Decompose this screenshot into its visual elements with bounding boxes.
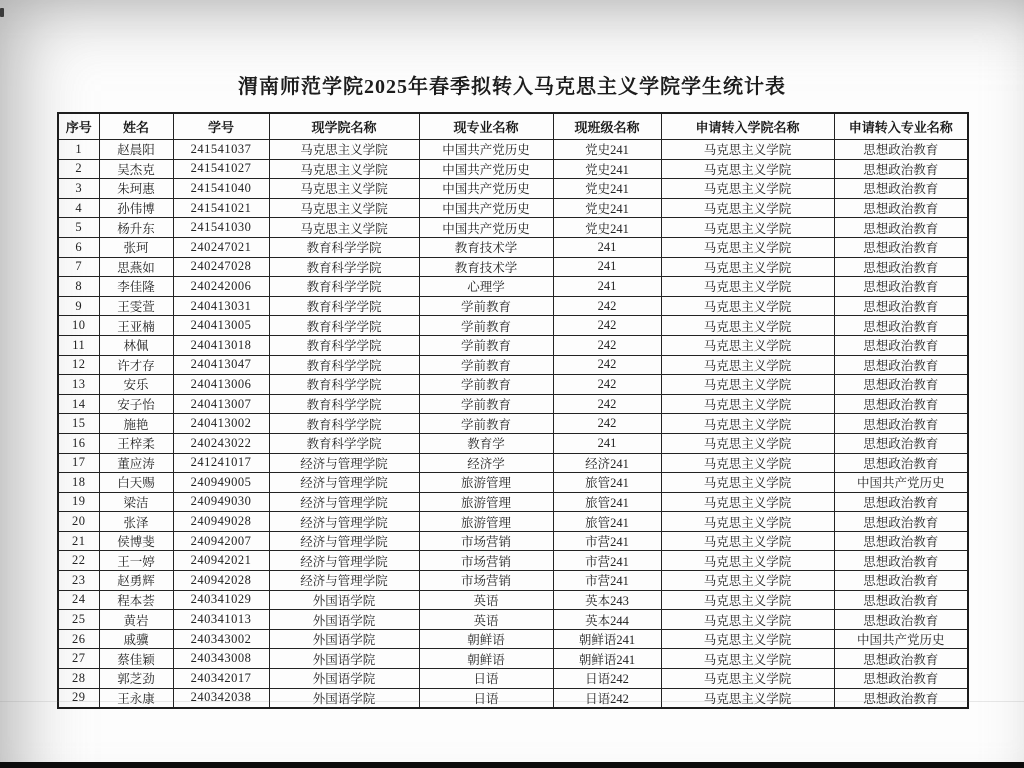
cell-index: 7 bbox=[58, 257, 99, 277]
cell-current-major: 日语 bbox=[419, 669, 553, 689]
cell-name: 施艳 bbox=[99, 414, 173, 434]
cell-target-major: 思想政治教育 bbox=[834, 394, 968, 414]
cell-current-college: 外国语学院 bbox=[269, 649, 419, 669]
cell-target-major: 思想政治教育 bbox=[834, 159, 968, 179]
cell-name: 张珂 bbox=[99, 237, 173, 257]
cell-current-class: 党史241 bbox=[553, 179, 661, 199]
table-row bbox=[58, 688, 968, 708]
cell-index: 10 bbox=[58, 316, 99, 336]
cell-name: 朱珂惠 bbox=[99, 179, 173, 199]
cell-index: 15 bbox=[58, 414, 99, 434]
cell-current-college: 教育科学学院 bbox=[269, 375, 419, 395]
cell-current-college: 教育科学学院 bbox=[269, 277, 419, 297]
cell-current-major: 市场营销 bbox=[419, 551, 553, 571]
cell-current-major: 旅游管理 bbox=[419, 512, 553, 532]
cell-target-major: 思想政治教育 bbox=[834, 669, 968, 689]
cell-student-id: 241541030 bbox=[173, 218, 269, 238]
cell-target-major: 思想政治教育 bbox=[834, 551, 968, 571]
cell-target-major: 思想政治教育 bbox=[834, 140, 968, 160]
table-row bbox=[58, 198, 968, 218]
cell-target-college: 马克思主义学院 bbox=[661, 453, 834, 473]
cell-target-major: 思想政治教育 bbox=[834, 355, 968, 375]
table-row bbox=[58, 669, 968, 689]
cell-target-college: 马克思主义学院 bbox=[661, 355, 834, 375]
cell-student-id: 241541027 bbox=[173, 159, 269, 179]
cell-target-college: 马克思主义学院 bbox=[661, 571, 834, 591]
cell-target-major: 思想政治教育 bbox=[834, 688, 968, 708]
page-edge-shadow bbox=[0, 701, 1024, 702]
cell-target-major: 思想政治教育 bbox=[834, 218, 968, 238]
cell-current-college: 教育科学学院 bbox=[269, 316, 419, 336]
cell-target-major: 思想政治教育 bbox=[834, 179, 968, 199]
header-student-id: 学号 bbox=[173, 113, 269, 140]
cell-index: 21 bbox=[58, 531, 99, 551]
cell-target-college: 马克思主义学院 bbox=[661, 277, 834, 297]
table-row bbox=[58, 179, 968, 199]
cell-index: 17 bbox=[58, 453, 99, 473]
cell-student-id: 240413031 bbox=[173, 296, 269, 316]
cell-current-major: 市场营销 bbox=[419, 571, 553, 591]
cell-current-class: 旅管241 bbox=[553, 473, 661, 493]
cell-target-college: 马克思主义学院 bbox=[661, 394, 834, 414]
cell-current-major: 中国共产党历史 bbox=[419, 159, 553, 179]
cell-student-id: 240942028 bbox=[173, 571, 269, 591]
header-current-class: 现班级名称 bbox=[553, 113, 661, 140]
cell-current-class: 242 bbox=[553, 316, 661, 336]
cell-student-id: 240942021 bbox=[173, 551, 269, 571]
cell-target-college: 马克思主义学院 bbox=[661, 179, 834, 199]
cell-current-college: 经济与管理学院 bbox=[269, 453, 419, 473]
cell-target-major: 思想政治教育 bbox=[834, 316, 968, 336]
cell-current-major: 中国共产党历史 bbox=[419, 179, 553, 199]
header-name: 姓名 bbox=[99, 113, 173, 140]
cell-current-college: 教育科学学院 bbox=[269, 355, 419, 375]
cell-current-class: 英本244 bbox=[553, 610, 661, 630]
cell-target-major: 思想政治教育 bbox=[834, 375, 968, 395]
cell-current-major: 学前教育 bbox=[419, 355, 553, 375]
cell-current-major: 学前教育 bbox=[419, 335, 553, 355]
cell-target-major: 思想政治教育 bbox=[834, 433, 968, 453]
cell-name: 张泽 bbox=[99, 512, 173, 532]
table-row bbox=[58, 453, 968, 473]
cell-target-college: 马克思主义学院 bbox=[661, 296, 834, 316]
cell-student-id: 240949030 bbox=[173, 492, 269, 512]
cell-student-id: 240342038 bbox=[173, 688, 269, 708]
table-row bbox=[58, 433, 968, 453]
header-target-major: 申请转入专业名称 bbox=[834, 113, 968, 140]
cell-index: 27 bbox=[58, 649, 99, 669]
cell-student-id: 240942007 bbox=[173, 531, 269, 551]
cell-name: 杨升东 bbox=[99, 218, 173, 238]
cell-current-major: 教育技术学 bbox=[419, 237, 553, 257]
cell-name: 程本荟 bbox=[99, 590, 173, 610]
cell-current-college: 马克思主义学院 bbox=[269, 140, 419, 160]
table-row bbox=[58, 571, 968, 591]
cell-current-class: 市营241 bbox=[553, 551, 661, 571]
cell-target-major: 思想政治教育 bbox=[834, 198, 968, 218]
cell-current-class: 242 bbox=[553, 394, 661, 414]
cell-target-major: 思想政治教育 bbox=[834, 453, 968, 473]
cell-current-class: 241 bbox=[553, 277, 661, 297]
cell-target-college: 马克思主义学院 bbox=[661, 473, 834, 493]
cell-student-id: 240949005 bbox=[173, 473, 269, 493]
cell-name: 白天赐 bbox=[99, 473, 173, 493]
cell-current-college: 外国语学院 bbox=[269, 688, 419, 708]
cell-current-college: 教育科学学院 bbox=[269, 237, 419, 257]
cell-name: 郭芝劲 bbox=[99, 669, 173, 689]
cell-target-major: 思想政治教育 bbox=[834, 414, 968, 434]
table-row bbox=[58, 159, 968, 179]
cell-current-major: 英语 bbox=[419, 610, 553, 630]
cell-current-college: 马克思主义学院 bbox=[269, 159, 419, 179]
table-row bbox=[58, 649, 968, 669]
cell-student-id: 240413047 bbox=[173, 355, 269, 375]
cell-current-college: 教育科学学院 bbox=[269, 296, 419, 316]
cell-target-college: 马克思主义学院 bbox=[661, 669, 834, 689]
cell-name: 安子怡 bbox=[99, 394, 173, 414]
cell-current-class: 党史241 bbox=[553, 198, 661, 218]
cell-target-major: 思想政治教育 bbox=[834, 277, 968, 297]
cell-current-major: 日语 bbox=[419, 688, 553, 708]
cell-index: 28 bbox=[58, 669, 99, 689]
cell-index: 11 bbox=[58, 335, 99, 355]
cell-target-major: 思想政治教育 bbox=[834, 296, 968, 316]
table-row bbox=[58, 237, 968, 257]
cell-student-id: 240343002 bbox=[173, 629, 269, 649]
cell-target-college: 马克思主义学院 bbox=[661, 159, 834, 179]
cell-index: 9 bbox=[58, 296, 99, 316]
cell-name: 侯博斐 bbox=[99, 531, 173, 551]
cell-current-class: 市营241 bbox=[553, 571, 661, 591]
cell-current-major: 教育学 bbox=[419, 433, 553, 453]
cell-name: 董应涛 bbox=[99, 453, 173, 473]
cell-index: 14 bbox=[58, 394, 99, 414]
cell-current-college: 经济与管理学院 bbox=[269, 551, 419, 571]
scan-artifact-mark bbox=[0, 8, 4, 17]
cell-index: 5 bbox=[58, 218, 99, 238]
cell-name: 蔡佳颖 bbox=[99, 649, 173, 669]
cell-index: 1 bbox=[58, 140, 99, 160]
table-row bbox=[58, 257, 968, 277]
cell-current-college: 教育科学学院 bbox=[269, 414, 419, 434]
cell-student-id: 240247021 bbox=[173, 237, 269, 257]
cell-student-id: 240413002 bbox=[173, 414, 269, 434]
cell-current-major: 中国共产党历史 bbox=[419, 218, 553, 238]
header-current-college: 现学院名称 bbox=[269, 113, 419, 140]
cell-target-major: 思想政治教育 bbox=[834, 492, 968, 512]
cell-current-college: 马克思主义学院 bbox=[269, 218, 419, 238]
cell-target-college: 马克思主义学院 bbox=[661, 316, 834, 336]
cell-target-major: 思想政治教育 bbox=[834, 571, 968, 591]
cell-index: 23 bbox=[58, 571, 99, 591]
cell-target-major: 思想政治教育 bbox=[834, 649, 968, 669]
cell-current-major: 心理学 bbox=[419, 277, 553, 297]
cell-current-college: 外国语学院 bbox=[269, 610, 419, 630]
cell-name: 赵晨阳 bbox=[99, 140, 173, 160]
cell-target-college: 马克思主义学院 bbox=[661, 257, 834, 277]
table-row bbox=[58, 296, 968, 316]
cell-student-id: 241541037 bbox=[173, 140, 269, 160]
cell-current-college: 外国语学院 bbox=[269, 669, 419, 689]
table-row bbox=[58, 316, 968, 336]
cell-target-major: 中国共产党历史 bbox=[834, 473, 968, 493]
cell-target-college: 马克思主义学院 bbox=[661, 688, 834, 708]
table-row bbox=[58, 375, 968, 395]
cell-target-major: 思想政治教育 bbox=[834, 512, 968, 532]
cell-current-class: 241 bbox=[553, 433, 661, 453]
cell-name: 吴杰克 bbox=[99, 159, 173, 179]
cell-index: 12 bbox=[58, 355, 99, 375]
cell-index: 4 bbox=[58, 198, 99, 218]
cell-target-college: 马克思主义学院 bbox=[661, 551, 834, 571]
table-row bbox=[58, 355, 968, 375]
cell-current-class: 241 bbox=[553, 257, 661, 277]
cell-target-major: 思想政治教育 bbox=[834, 610, 968, 630]
cell-current-class: 日语242 bbox=[553, 669, 661, 689]
table-row bbox=[58, 473, 968, 493]
cell-current-major: 旅游管理 bbox=[419, 492, 553, 512]
cell-target-major: 思想政治教育 bbox=[834, 531, 968, 551]
cell-current-class: 242 bbox=[553, 296, 661, 316]
cell-current-major: 英语 bbox=[419, 590, 553, 610]
cell-index: 13 bbox=[58, 375, 99, 395]
cell-target-major: 思想政治教育 bbox=[834, 237, 968, 257]
cell-name: 林佩 bbox=[99, 335, 173, 355]
table-row bbox=[58, 531, 968, 551]
header-index: 序号 bbox=[58, 113, 99, 140]
cell-name: 赵勇辉 bbox=[99, 571, 173, 591]
cell-target-college: 马克思主义学院 bbox=[661, 512, 834, 532]
cell-current-major: 学前教育 bbox=[419, 414, 553, 434]
cell-target-major: 思想政治教育 bbox=[834, 590, 968, 610]
cell-student-id: 240949028 bbox=[173, 512, 269, 532]
cell-target-college: 马克思主义学院 bbox=[661, 218, 834, 238]
cell-index: 22 bbox=[58, 551, 99, 571]
cell-current-major: 朝鲜语 bbox=[419, 629, 553, 649]
table-row bbox=[58, 492, 968, 512]
cell-index: 2 bbox=[58, 159, 99, 179]
table-row bbox=[58, 551, 968, 571]
cell-student-id: 241241017 bbox=[173, 453, 269, 473]
cell-target-college: 马克思主义学院 bbox=[661, 433, 834, 453]
cell-current-college: 经济与管理学院 bbox=[269, 531, 419, 551]
cell-student-id: 240413018 bbox=[173, 335, 269, 355]
cell-name: 黄岩 bbox=[99, 610, 173, 630]
cell-current-class: 朝鲜语241 bbox=[553, 649, 661, 669]
cell-current-college: 教育科学学院 bbox=[269, 394, 419, 414]
table-row bbox=[58, 610, 968, 630]
cell-current-major: 学前教育 bbox=[419, 296, 553, 316]
cell-current-college: 外国语学院 bbox=[269, 629, 419, 649]
cell-name: 梁洁 bbox=[99, 492, 173, 512]
table-header-row bbox=[58, 113, 968, 140]
cell-current-class: 242 bbox=[553, 355, 661, 375]
cell-target-college: 马克思主义学院 bbox=[661, 414, 834, 434]
cell-current-major: 旅游管理 bbox=[419, 473, 553, 493]
table-row bbox=[58, 277, 968, 297]
cell-student-id: 240342017 bbox=[173, 669, 269, 689]
cell-current-class: 党史241 bbox=[553, 159, 661, 179]
cell-current-class: 党史241 bbox=[553, 218, 661, 238]
header-current-major: 现专业名称 bbox=[419, 113, 553, 140]
cell-name: 李佳隆 bbox=[99, 277, 173, 297]
cell-student-id: 240243022 bbox=[173, 433, 269, 453]
cell-name: 王雯萱 bbox=[99, 296, 173, 316]
cell-current-major: 市场营销 bbox=[419, 531, 553, 551]
cell-student-id: 240242006 bbox=[173, 277, 269, 297]
cell-current-class: 英本243 bbox=[553, 590, 661, 610]
cell-target-college: 马克思主义学院 bbox=[661, 531, 834, 551]
cell-name: 戚骥 bbox=[99, 629, 173, 649]
cell-current-major: 教育技术学 bbox=[419, 257, 553, 277]
cell-current-major: 朝鲜语 bbox=[419, 649, 553, 669]
cell-name: 许才存 bbox=[99, 355, 173, 375]
cell-student-id: 241541040 bbox=[173, 179, 269, 199]
cell-target-college: 马克思主义学院 bbox=[661, 237, 834, 257]
cell-current-class: 朝鲜语241 bbox=[553, 629, 661, 649]
cell-student-id: 240413007 bbox=[173, 394, 269, 414]
cell-current-major: 学前教育 bbox=[419, 394, 553, 414]
cell-target-major: 中国共产党历史 bbox=[834, 629, 968, 649]
cell-target-college: 马克思主义学院 bbox=[661, 375, 834, 395]
cell-current-class: 市营241 bbox=[553, 531, 661, 551]
cell-index: 26 bbox=[58, 629, 99, 649]
cell-current-class: 242 bbox=[553, 414, 661, 434]
table-row bbox=[58, 394, 968, 414]
cell-index: 20 bbox=[58, 512, 99, 532]
cell-current-college: 马克思主义学院 bbox=[269, 179, 419, 199]
table-row bbox=[58, 218, 968, 238]
cell-index: 18 bbox=[58, 473, 99, 493]
cell-target-major: 思想政治教育 bbox=[834, 335, 968, 355]
cell-target-college: 马克思主义学院 bbox=[661, 610, 834, 630]
students-table bbox=[57, 112, 969, 709]
cell-target-college: 马克思主义学院 bbox=[661, 492, 834, 512]
cell-name: 思燕如 bbox=[99, 257, 173, 277]
cell-current-major: 中国共产党历史 bbox=[419, 140, 553, 160]
header-target-college: 申请转入学院名称 bbox=[661, 113, 834, 140]
cell-current-class: 242 bbox=[553, 335, 661, 355]
table-row bbox=[58, 512, 968, 532]
cell-current-major: 经济学 bbox=[419, 453, 553, 473]
cell-student-id: 240413005 bbox=[173, 316, 269, 336]
cell-student-id: 241541021 bbox=[173, 198, 269, 218]
cell-index: 3 bbox=[58, 179, 99, 199]
cell-current-college: 马克思主义学院 bbox=[269, 198, 419, 218]
cell-target-college: 马克思主义学院 bbox=[661, 335, 834, 355]
cell-index: 24 bbox=[58, 590, 99, 610]
screenshot-bottom-border bbox=[0, 762, 1024, 768]
cell-student-id: 240413006 bbox=[173, 375, 269, 395]
cell-current-major: 中国共产党历史 bbox=[419, 198, 553, 218]
cell-current-major: 学前教育 bbox=[419, 316, 553, 336]
table-row bbox=[58, 335, 968, 355]
cell-index: 16 bbox=[58, 433, 99, 453]
cell-current-class: 经济241 bbox=[553, 453, 661, 473]
cell-target-major: 思想政治教育 bbox=[834, 257, 968, 277]
cell-current-class: 242 bbox=[553, 375, 661, 395]
cell-current-college: 教育科学学院 bbox=[269, 433, 419, 453]
cell-target-college: 马克思主义学院 bbox=[661, 198, 834, 218]
cell-student-id: 240341029 bbox=[173, 590, 269, 610]
cell-current-college: 经济与管理学院 bbox=[269, 571, 419, 591]
table-row bbox=[58, 414, 968, 434]
table-row bbox=[58, 140, 968, 160]
cell-name: 王永康 bbox=[99, 688, 173, 708]
cell-index: 25 bbox=[58, 610, 99, 630]
cell-index: 8 bbox=[58, 277, 99, 297]
cell-current-college: 经济与管理学院 bbox=[269, 512, 419, 532]
cell-name: 安乐 bbox=[99, 375, 173, 395]
cell-current-college: 经济与管理学院 bbox=[269, 492, 419, 512]
cell-current-class: 旅管241 bbox=[553, 512, 661, 532]
cell-current-class: 旅管241 bbox=[553, 492, 661, 512]
cell-name: 王一婷 bbox=[99, 551, 173, 571]
page-title: 渭南师范学院2025年春季拟转入马克思主义学院学生统计表 bbox=[238, 76, 786, 98]
cell-name: 王梓柔 bbox=[99, 433, 173, 453]
cell-current-class: 党史241 bbox=[553, 140, 661, 160]
cell-current-class: 241 bbox=[553, 237, 661, 257]
cell-current-class: 日语242 bbox=[553, 688, 661, 708]
cell-student-id: 240343008 bbox=[173, 649, 269, 669]
cell-current-college: 教育科学学院 bbox=[269, 257, 419, 277]
cell-current-major: 学前教育 bbox=[419, 375, 553, 395]
cell-student-id: 240247028 bbox=[173, 257, 269, 277]
table-row bbox=[58, 629, 968, 649]
cell-current-college: 教育科学学院 bbox=[269, 335, 419, 355]
cell-student-id: 240341013 bbox=[173, 610, 269, 630]
cell-name: 孙伟博 bbox=[99, 198, 173, 218]
cell-target-college: 马克思主义学院 bbox=[661, 649, 834, 669]
cell-index: 19 bbox=[58, 492, 99, 512]
cell-target-college: 马克思主义学院 bbox=[661, 590, 834, 610]
cell-name: 王亚楠 bbox=[99, 316, 173, 336]
cell-index: 29 bbox=[58, 688, 99, 708]
cell-target-college: 马克思主义学院 bbox=[661, 629, 834, 649]
cell-target-college: 马克思主义学院 bbox=[661, 140, 834, 160]
cell-current-college: 经济与管理学院 bbox=[269, 473, 419, 493]
table-row bbox=[58, 590, 968, 610]
cell-current-college: 外国语学院 bbox=[269, 590, 419, 610]
cell-index: 6 bbox=[58, 237, 99, 257]
